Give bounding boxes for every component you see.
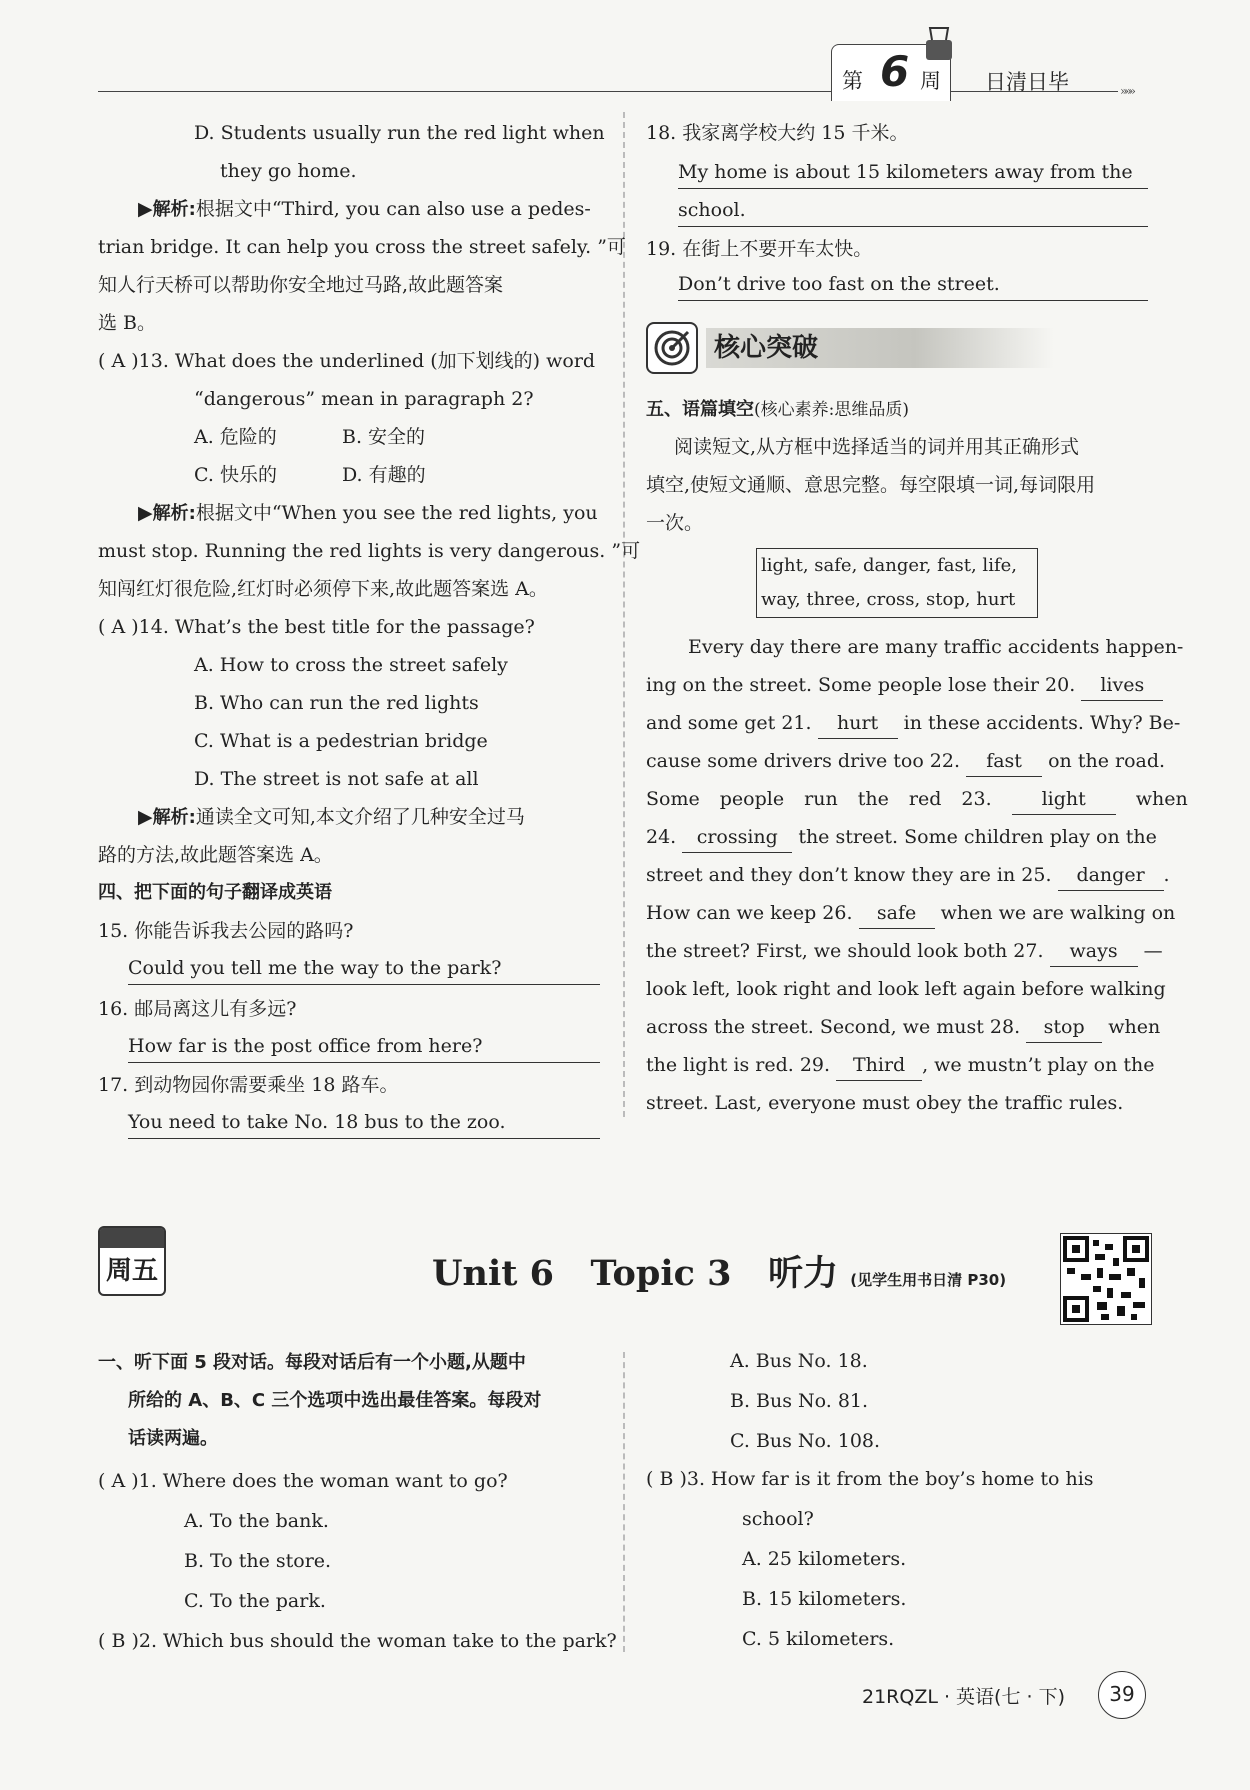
- section1-title-line1: 一、听下面 5 段对话。每段对话后有一个小题,从题中: [98, 1352, 526, 1373]
- analysis-label: 解析:: [152, 199, 196, 220]
- blank-25: danger: [1058, 860, 1164, 891]
- q17-answer: You need to take No. 18 bus to the zoo.: [128, 1106, 600, 1139]
- passage-line8: How can we keep 26. safe when we are walking on: [646, 894, 1175, 932]
- passage-line5: Some people run the red 23. light when: [646, 780, 1188, 818]
- friday-calendar-icon: [98, 1226, 166, 1296]
- q13-option-a: A. 危险的: [194, 426, 277, 448]
- q13-option-c: C. 快乐的: [194, 464, 277, 486]
- q2-option-b: B. Bus No. 81.: [730, 1390, 869, 1412]
- q12-option-d-line2: they go home.: [220, 160, 357, 182]
- passage-line13: street. Last, everyone must obey the traffic rules.: [646, 1092, 1124, 1114]
- q14-analysis-line2: 路的方法,故此题答案选 A。: [98, 844, 333, 866]
- instruction-line1: 阅读短文,从方框中选择适当的词并用其正确形式: [674, 436, 1080, 458]
- q1-option-c: C. To the park.: [184, 1590, 326, 1612]
- section5-title-line: [646, 390, 909, 429]
- q1-stem: ( A )1. Where does the woman want to go?: [98, 1470, 508, 1492]
- q14-answer-mark: ( A ): [98, 616, 139, 638]
- word-box-line2: way, three, cross, stop, hurt: [761, 589, 1016, 610]
- blank-26: safe: [859, 898, 935, 929]
- q12-analysis-line2: trian bridge. It can help you cross the street safely. ”可: [98, 236, 626, 258]
- q2-option-a: A. Bus No. 18.: [730, 1350, 868, 1372]
- unit-title-row: [432, 1246, 1006, 1296]
- q3-stem-line1: ( B )3. How far is it from the boy’s home to his: [646, 1468, 1094, 1490]
- analysis-arrow-icon: ▶: [138, 502, 153, 524]
- q12-analysis-line1: ▶解析:根据文中“Third, you can also use a pedes-: [138, 198, 591, 220]
- word-box-line1: light, safe, danger, fast, life,: [761, 555, 1017, 576]
- section1-title-line3: 话读两遍。: [128, 1428, 218, 1449]
- arrows-icon: »»»: [1120, 84, 1134, 98]
- q13-stem-line1: ( A )13. What does the underlined (加下划线的) word: [98, 350, 596, 372]
- blank-22: fast: [966, 746, 1042, 777]
- core-breakthrough-banner: [646, 322, 1046, 376]
- instruction-line3: 一次。: [646, 512, 704, 534]
- core-title: 核心突破: [706, 328, 1054, 368]
- passage-line3: and some get 21. hurt in these accidents. Why? Be-: [646, 704, 1180, 742]
- q14-option-b: B. Who can run the red lights: [194, 692, 479, 714]
- passage-line1: Every day there are many traffic accidents happen-: [688, 636, 1184, 658]
- q14-option-c: C. What is a pedestrian bridge: [194, 730, 488, 752]
- q12-analysis-line4: 选 B。: [98, 312, 157, 334]
- q19-answer: Don’t drive too fast on the street.: [678, 268, 1148, 301]
- day-label: 周五: [106, 1256, 159, 1286]
- q19-prompt: 19. 在街上不要开车太快。: [646, 238, 873, 260]
- q2-stem: ( B )2. Which bus should the woman take to the park?: [98, 1630, 617, 1652]
- q3-option-a: A. 25 kilometers.: [742, 1548, 907, 1570]
- week-suffix: 周: [920, 69, 941, 93]
- q16-answer: How far is the post office from here?: [128, 1030, 600, 1063]
- book-code: 21RQZL · 英语(七 · 下): [862, 1686, 1065, 1708]
- blank-20: lives: [1081, 670, 1163, 701]
- column-divider-bottom: [623, 1352, 625, 1652]
- page-number: 39: [1098, 1671, 1146, 1719]
- section1-title-line2: 所给的 A、B、C 三个选项中选出最佳答案。每段对: [128, 1390, 542, 1411]
- q1-answer-mark: ( A ): [98, 1470, 139, 1492]
- q3-stem-line2: school?: [742, 1508, 814, 1530]
- q18-answer-line1: My home is about 15 kilometers away from the: [678, 156, 1148, 189]
- section5-title: 五、语篇填空: [646, 399, 754, 420]
- q13-answer-mark: ( A ): [98, 350, 139, 372]
- q13-analysis-line1: ▶解析:根据文中“When you see the red lights, you: [138, 502, 598, 524]
- section4-title: 四、把下面的句子翻译成英语: [98, 882, 332, 903]
- header-rule: [98, 91, 1118, 92]
- q13-analysis-line3: 知闯红灯很危险,红灯时必须停下来,故此题答案选 A。: [98, 578, 548, 600]
- passage-line9: the street? First, we should look both 27. ways —: [646, 932, 1163, 970]
- unit-title: Unit 6 Topic 3 听力: [432, 1253, 839, 1294]
- week-number: 6: [880, 47, 910, 96]
- q13-option-d: D. 有趣的: [342, 464, 426, 486]
- blank-23: light: [1012, 784, 1116, 815]
- blank-29: Third: [836, 1050, 922, 1081]
- q13-analysis-line2: must stop. Running the red lights is very dangerous. ”可: [98, 540, 641, 562]
- q14-stem: ( A )14. What’s the best title for the passage?: [98, 616, 535, 638]
- q3-option-b: B. 15 kilometers.: [742, 1588, 907, 1610]
- q12-option-d-line1: D. Students usually run the red light when: [194, 122, 605, 144]
- target-icon: [646, 322, 698, 374]
- blank-28: stop: [1026, 1012, 1102, 1043]
- passage-line6: 24. crossing the street. Some children play on the: [646, 818, 1157, 856]
- instruction-line2: 填空,使短文通顺、意思完整。每空限填一词,每词限用: [646, 474, 1096, 496]
- blank-24: crossing: [682, 822, 792, 853]
- analysis-label: 解析:: [152, 807, 196, 828]
- analysis-label: 解析:: [152, 503, 196, 524]
- unit-note: (见学生用书日清 P30): [850, 1271, 1007, 1289]
- q14-option-a: A. How to cross the street safely: [194, 654, 508, 676]
- binder-clip-icon: [922, 26, 956, 66]
- q1-option-b: B. To the store.: [184, 1550, 332, 1572]
- q15-prompt: 15. 你能告诉我去公园的路吗?: [98, 920, 354, 942]
- passage-line12: the light is red. 29. Third , we mustn’t play on the: [646, 1046, 1154, 1084]
- passage-line11: across the street. Second, we must 28. stop when: [646, 1008, 1160, 1046]
- series-name: 日清日毕: [985, 70, 1069, 94]
- section5-note: (核心素养:思维品质): [754, 400, 909, 420]
- q18-prompt: 18. 我家离学校大约 15 千米。: [646, 122, 909, 144]
- word-box: [756, 548, 1038, 618]
- week-prefix: 第: [842, 69, 863, 93]
- analysis-arrow-icon: ▶: [138, 198, 153, 220]
- q2-option-c: C. Bus No. 108.: [730, 1430, 881, 1452]
- q13-option-b: B. 安全的: [342, 426, 426, 448]
- q15-answer: Could you tell me the way to the park?: [128, 952, 600, 985]
- passage-line10: look left, look right and look left again before walking: [646, 978, 1166, 1000]
- passage-line4: cause some drivers drive too 22. fast on the road.: [646, 742, 1165, 780]
- q3-answer-mark: ( B ): [646, 1468, 687, 1490]
- passage-line2: ing on the street. Some people lose their 20. lives: [646, 666, 1163, 704]
- q12-analysis-line3: 知人行天桥可以帮助你安全地过马路,故此题答案: [98, 274, 504, 296]
- qr-code-icon[interactable]: [1060, 1233, 1152, 1325]
- analysis-arrow-icon: ▶: [138, 806, 153, 828]
- q1-option-a: A. To the bank.: [184, 1510, 329, 1532]
- q16-prompt: 16. 邮局离这儿有多远?: [98, 998, 297, 1020]
- q18-answer-line2: school.: [678, 194, 1148, 227]
- blank-27: ways: [1050, 936, 1138, 967]
- q2-answer-mark: ( B ): [98, 1630, 139, 1652]
- q13-stem-line2: “dangerous” mean in paragraph 2?: [194, 388, 534, 410]
- passage-line7: street and they don’t know they are in 25. danger .: [646, 856, 1170, 894]
- q14-option-d: D. The street is not safe at all: [194, 768, 479, 790]
- q3-option-c: C. 5 kilometers.: [742, 1628, 895, 1650]
- q14-analysis-line1: ▶解析:通读全文可知,本文介绍了几种安全过马: [138, 806, 525, 828]
- blank-21: hurt: [818, 708, 898, 739]
- q17-prompt: 17. 到动物园你需要乘坐 18 路车。: [98, 1074, 399, 1096]
